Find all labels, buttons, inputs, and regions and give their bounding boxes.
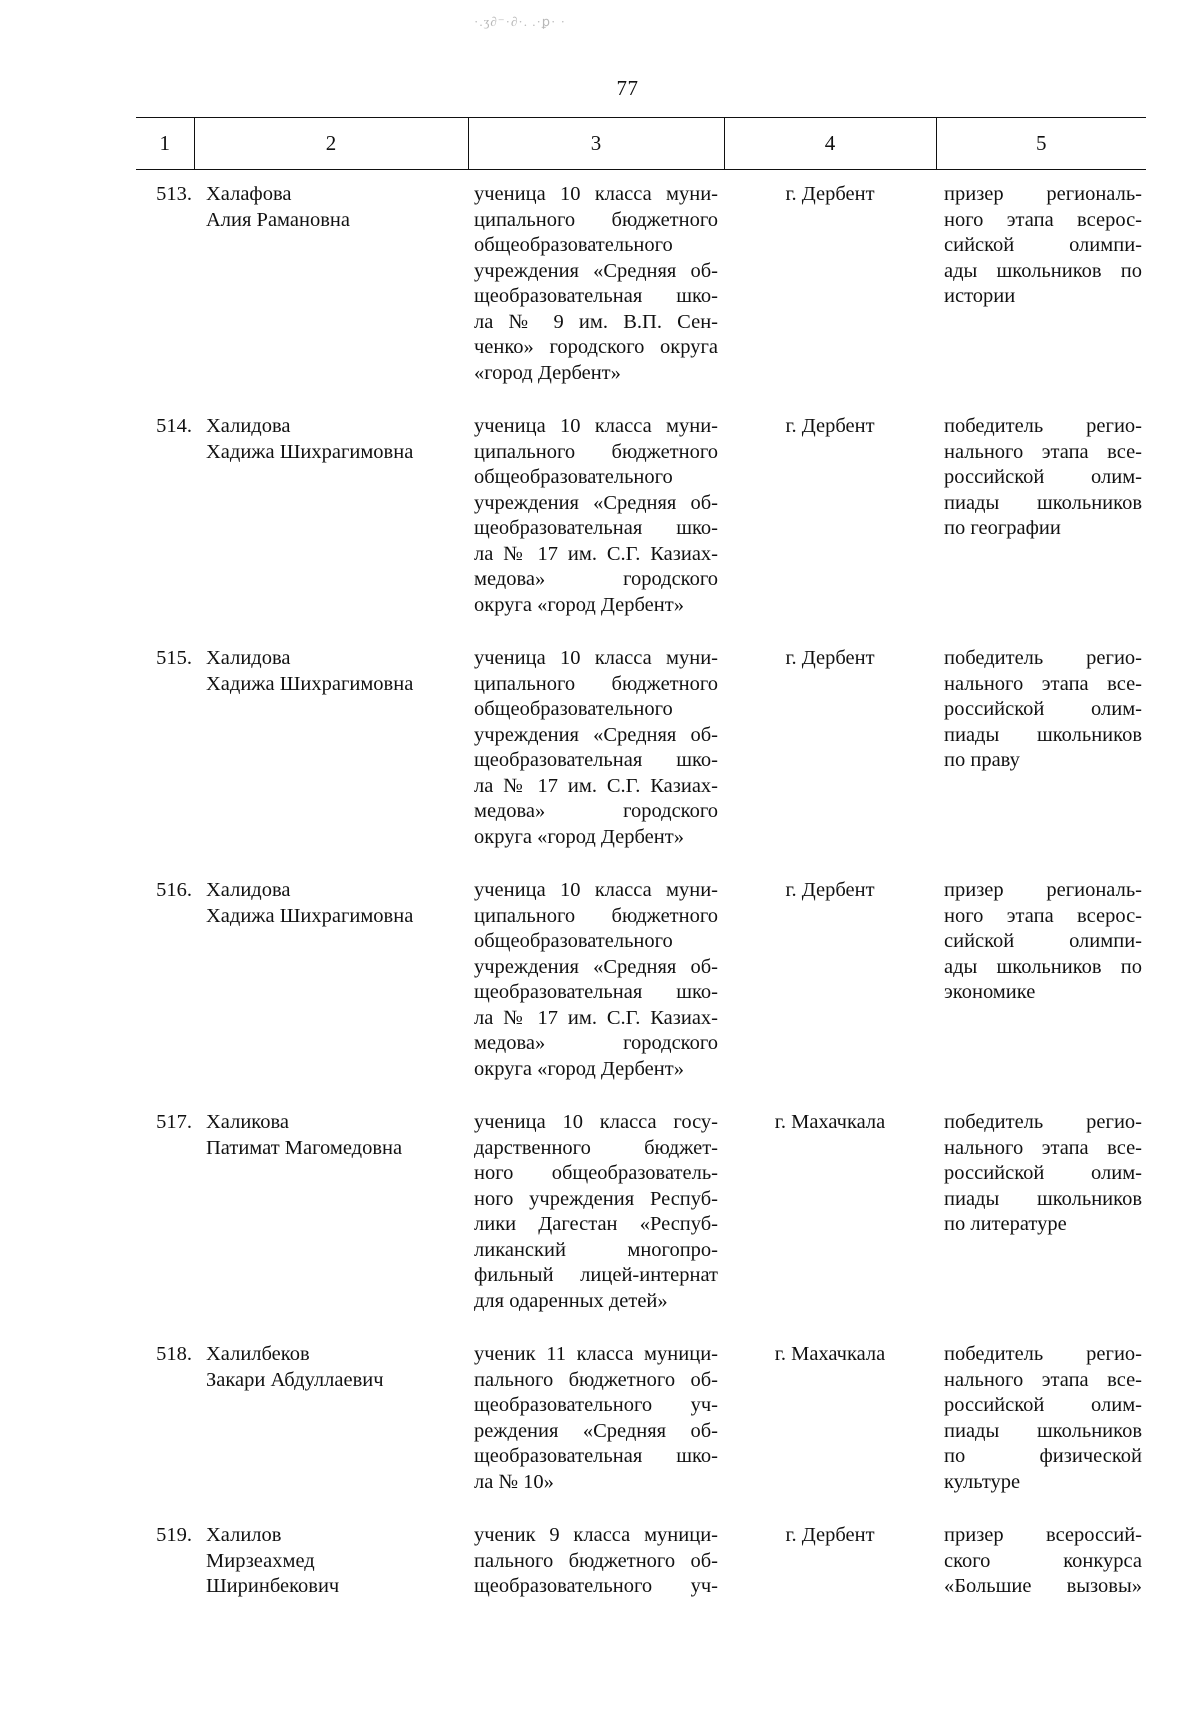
award-line: пиады школьников: [944, 491, 1142, 514]
institution-line: лики Дагестан «Респуб-: [474, 1213, 718, 1235]
scan-artifact: ·.ʒ∂⁻·∂·. .·ꝑ· ·: [474, 14, 566, 29]
institution-line: округа «город Дербент»: [474, 593, 684, 616]
institution-line: ципального бюджетного: [474, 208, 718, 231]
table-body: [136, 170, 1146, 1616]
awards-table: [136, 117, 1146, 1616]
award-line: пиады школьников: [944, 723, 1142, 746]
institution-line: реждения «Средняя об-: [474, 1419, 718, 1442]
institution-line: общеобразовательного: [474, 234, 673, 256]
institution-line: учреждения «Средняя об-: [474, 491, 718, 514]
award-cell: [936, 866, 1146, 1098]
institution-line: щеобразовательная шко-: [474, 517, 718, 539]
institution-line: пального бюджетного об-: [474, 1368, 718, 1391]
person-name-cell: [194, 634, 468, 866]
institution-line: ла № 17 им. С.Г. Казиах-: [474, 542, 718, 565]
institution-cell: [468, 866, 724, 1098]
institution-line: ла № 9 им. В.П. Сен-: [474, 310, 718, 333]
city-cell: [724, 1511, 936, 1616]
city-cell: [724, 1098, 936, 1330]
person-name-line: Ширинбекович: [206, 1575, 340, 1597]
row-number-cell: [136, 1098, 194, 1330]
table-row: [136, 634, 1146, 866]
person-name-line: Хадижа Шихрагимовна: [206, 904, 414, 927]
institution-line: ученица 10 класса муни-: [474, 415, 718, 437]
institution-cell: [468, 1511, 724, 1616]
institution-line: ципального бюджетного: [474, 904, 718, 927]
award-line: по географии: [944, 517, 1061, 539]
award-line: нального этапа все-: [944, 440, 1142, 463]
institution-line: щеобразовательная шко-: [474, 285, 718, 307]
person-name-line: Халидова: [206, 647, 291, 669]
table-row: [136, 866, 1146, 1098]
award-line: призер региональ-: [944, 879, 1142, 901]
city-text: г. Дербент: [785, 879, 875, 901]
city-cell: [724, 1330, 936, 1511]
institution-line: медова» городского: [474, 800, 718, 822]
person-name-line: Халафова: [206, 183, 292, 205]
award-cell: [936, 1511, 1146, 1616]
institution-line: дарственного бюджет-: [474, 1136, 718, 1159]
city-text: г. Дербент: [785, 647, 875, 669]
institution-line: щеобразовательного уч-: [474, 1575, 718, 1597]
row-number-cell: [136, 402, 194, 634]
institution-line: учреждения «Средняя об-: [474, 259, 718, 282]
award-line: пиады школьников: [944, 1187, 1142, 1210]
person-name-line: Халидова: [206, 879, 291, 901]
person-name-cell: [194, 1330, 468, 1511]
award-line: ного этапа всерос-: [944, 904, 1142, 927]
institution-line: ученица 10 класса муни-: [474, 183, 718, 205]
institution-cell: [468, 170, 724, 403]
institution-line: медова» городского: [474, 568, 718, 590]
award-line: нального этапа все-: [944, 1136, 1142, 1159]
institution-line: ученица 10 класса муни-: [474, 647, 718, 669]
award-line: по праву: [944, 749, 1020, 771]
city-text: г. Дербент: [785, 183, 875, 205]
award-line: сийской олимпи-: [944, 234, 1142, 256]
table-row: [136, 1098, 1146, 1330]
award-cell: [936, 402, 1146, 634]
award-line: призер региональ-: [944, 183, 1142, 205]
row-number-cell: [136, 866, 194, 1098]
institution-line: общеобразовательного: [474, 698, 673, 720]
header-row: [136, 118, 1146, 170]
person-name-cell: [194, 170, 468, 403]
institution-line: для одаренных детей»: [474, 1289, 668, 1312]
award-line: пиады школьников: [944, 1419, 1142, 1442]
person-name-line: Закари Абдуллаевич: [206, 1368, 384, 1391]
row-number-cell: [136, 170, 194, 403]
row-number: 516.: [156, 879, 192, 901]
institution-line: щеобразовательная шко-: [474, 1445, 718, 1467]
institution-line: медова» городского: [474, 1032, 718, 1054]
institution-line: пального бюджетного об-: [474, 1549, 718, 1572]
institution-line: ного общеобразователь-: [474, 1162, 718, 1184]
award-cell: [936, 1330, 1146, 1511]
award-cell: [936, 634, 1146, 866]
award-line: истории: [944, 285, 1016, 307]
row-number: 518.: [156, 1343, 192, 1365]
institution-line: ученик 11 класса муници-: [474, 1343, 718, 1365]
institution-line: ученик 9 класса муници-: [474, 1524, 718, 1546]
award-line: культуре: [944, 1470, 1021, 1493]
person-name-cell: [194, 866, 468, 1098]
person-name-line: Хадижа Шихрагимовна: [206, 440, 414, 463]
city-cell: [724, 634, 936, 866]
person-name-cell: [194, 1098, 468, 1330]
award-line: сийской олимпи-: [944, 930, 1142, 952]
column-header-3: 3: [468, 118, 724, 170]
row-number: 513.: [156, 183, 192, 205]
institution-line: фильный лицей-интернат: [474, 1264, 718, 1286]
person-name-line: Халидова: [206, 415, 291, 437]
institution-line: ученица 10 класса госу-: [474, 1111, 718, 1133]
person-name-line: Халилов: [206, 1524, 282, 1546]
institution-line: ученица 10 класса муни-: [474, 879, 718, 901]
column-header-1: 1: [136, 118, 194, 170]
institution-line: общеобразовательного: [474, 930, 673, 952]
row-number: 517.: [156, 1111, 192, 1133]
row-number-cell: [136, 1330, 194, 1511]
institution-line: учреждения «Средняя об-: [474, 723, 718, 746]
column-header-5: 5: [936, 118, 1146, 170]
institution-line: округа «город Дербент»: [474, 825, 684, 848]
institution-cell: [468, 634, 724, 866]
institution-cell: [468, 402, 724, 634]
institution-line: «город Дербент»: [474, 361, 621, 384]
institution-line: ципального бюджетного: [474, 440, 718, 463]
award-line: экономике: [944, 981, 1036, 1003]
city-cell: [724, 402, 936, 634]
award-line: нального этапа все-: [944, 1368, 1142, 1391]
award-line: нального этапа все-: [944, 672, 1142, 695]
column-header-2: 2: [194, 118, 468, 170]
institution-line: общеобразовательного: [474, 466, 673, 488]
award-line: по литературе: [944, 1213, 1067, 1235]
institution-line: щеобразовательная шко-: [474, 981, 718, 1003]
award-cell: [936, 1098, 1146, 1330]
award-line: победитель регио-: [944, 1343, 1142, 1365]
institution-line: щеобразовательного уч-: [474, 1394, 718, 1416]
city-text: г. Дербент: [785, 415, 875, 437]
table-header: [136, 118, 1146, 170]
table-row: [136, 1330, 1146, 1511]
institution-line: ла № 10»: [474, 1470, 554, 1493]
award-line: ного этапа всерос-: [944, 208, 1142, 231]
institution-line: ла № 17 им. С.Г. Казиах-: [474, 1006, 718, 1029]
city-text: г. Дербент: [785, 1524, 875, 1546]
person-name-line: Патимат Магомедовна: [206, 1136, 403, 1159]
award-line: «Большие вызовы»: [944, 1575, 1142, 1597]
person-name-line: Халикова: [206, 1111, 289, 1133]
award-line: российской олим-: [944, 466, 1142, 488]
city-cell: [724, 170, 936, 403]
person-name-line: Алия Рамановна: [206, 208, 350, 231]
page-number: 77: [616, 76, 639, 100]
row-number: 515.: [156, 647, 192, 669]
award-line: победитель регио-: [944, 415, 1142, 437]
award-line: ады школьников по: [944, 259, 1142, 282]
institution-line: ного учреждения Респуб-: [474, 1187, 718, 1210]
institution-line: ликанский многопро-: [474, 1238, 718, 1261]
row-number: 514.: [156, 415, 192, 437]
column-header-4: 4: [724, 118, 936, 170]
award-line: российской олим-: [944, 1394, 1142, 1416]
award-line: по физической: [944, 1445, 1142, 1467]
institution-line: округа «город Дербент»: [474, 1057, 684, 1080]
person-name-line: Халилбеков: [206, 1343, 310, 1365]
city-text: г. Махачкала: [774, 1343, 886, 1365]
table-row: [136, 170, 1146, 403]
row-number-cell: [136, 634, 194, 866]
table-row: [136, 1511, 1146, 1616]
person-name-line: Хадижа Шихрагимовна: [206, 672, 414, 695]
city-cell: [724, 866, 936, 1098]
person-name-line: Мирзеахмед: [206, 1549, 315, 1572]
institution-line: ла № 17 им. С.Г. Казиах-: [474, 774, 718, 797]
city-text: г. Махачкала: [774, 1111, 886, 1133]
award-line: российской олим-: [944, 698, 1142, 720]
institution-line: ципального бюджетного: [474, 672, 718, 695]
award-line: российской олим-: [944, 1162, 1142, 1184]
institution-line: учреждения «Средняя об-: [474, 955, 718, 978]
award-line: призер всероссий-: [944, 1524, 1142, 1546]
institution-line: щеобразовательная шко-: [474, 749, 718, 771]
row-number-cell: [136, 1511, 194, 1616]
award-line: ады школьников по: [944, 955, 1142, 978]
award-cell: [936, 170, 1146, 403]
person-name-cell: [194, 402, 468, 634]
institution-cell: [468, 1098, 724, 1330]
award-line: победитель регио-: [944, 1111, 1142, 1133]
person-name-cell: [194, 1511, 468, 1616]
table-row: [136, 402, 1146, 634]
institution-cell: [468, 1330, 724, 1511]
award-line: победитель регио-: [944, 647, 1142, 669]
institution-line: ченко» городского округа: [474, 336, 718, 358]
row-number: 519.: [156, 1524, 192, 1546]
award-line: ского конкурса: [944, 1549, 1142, 1572]
